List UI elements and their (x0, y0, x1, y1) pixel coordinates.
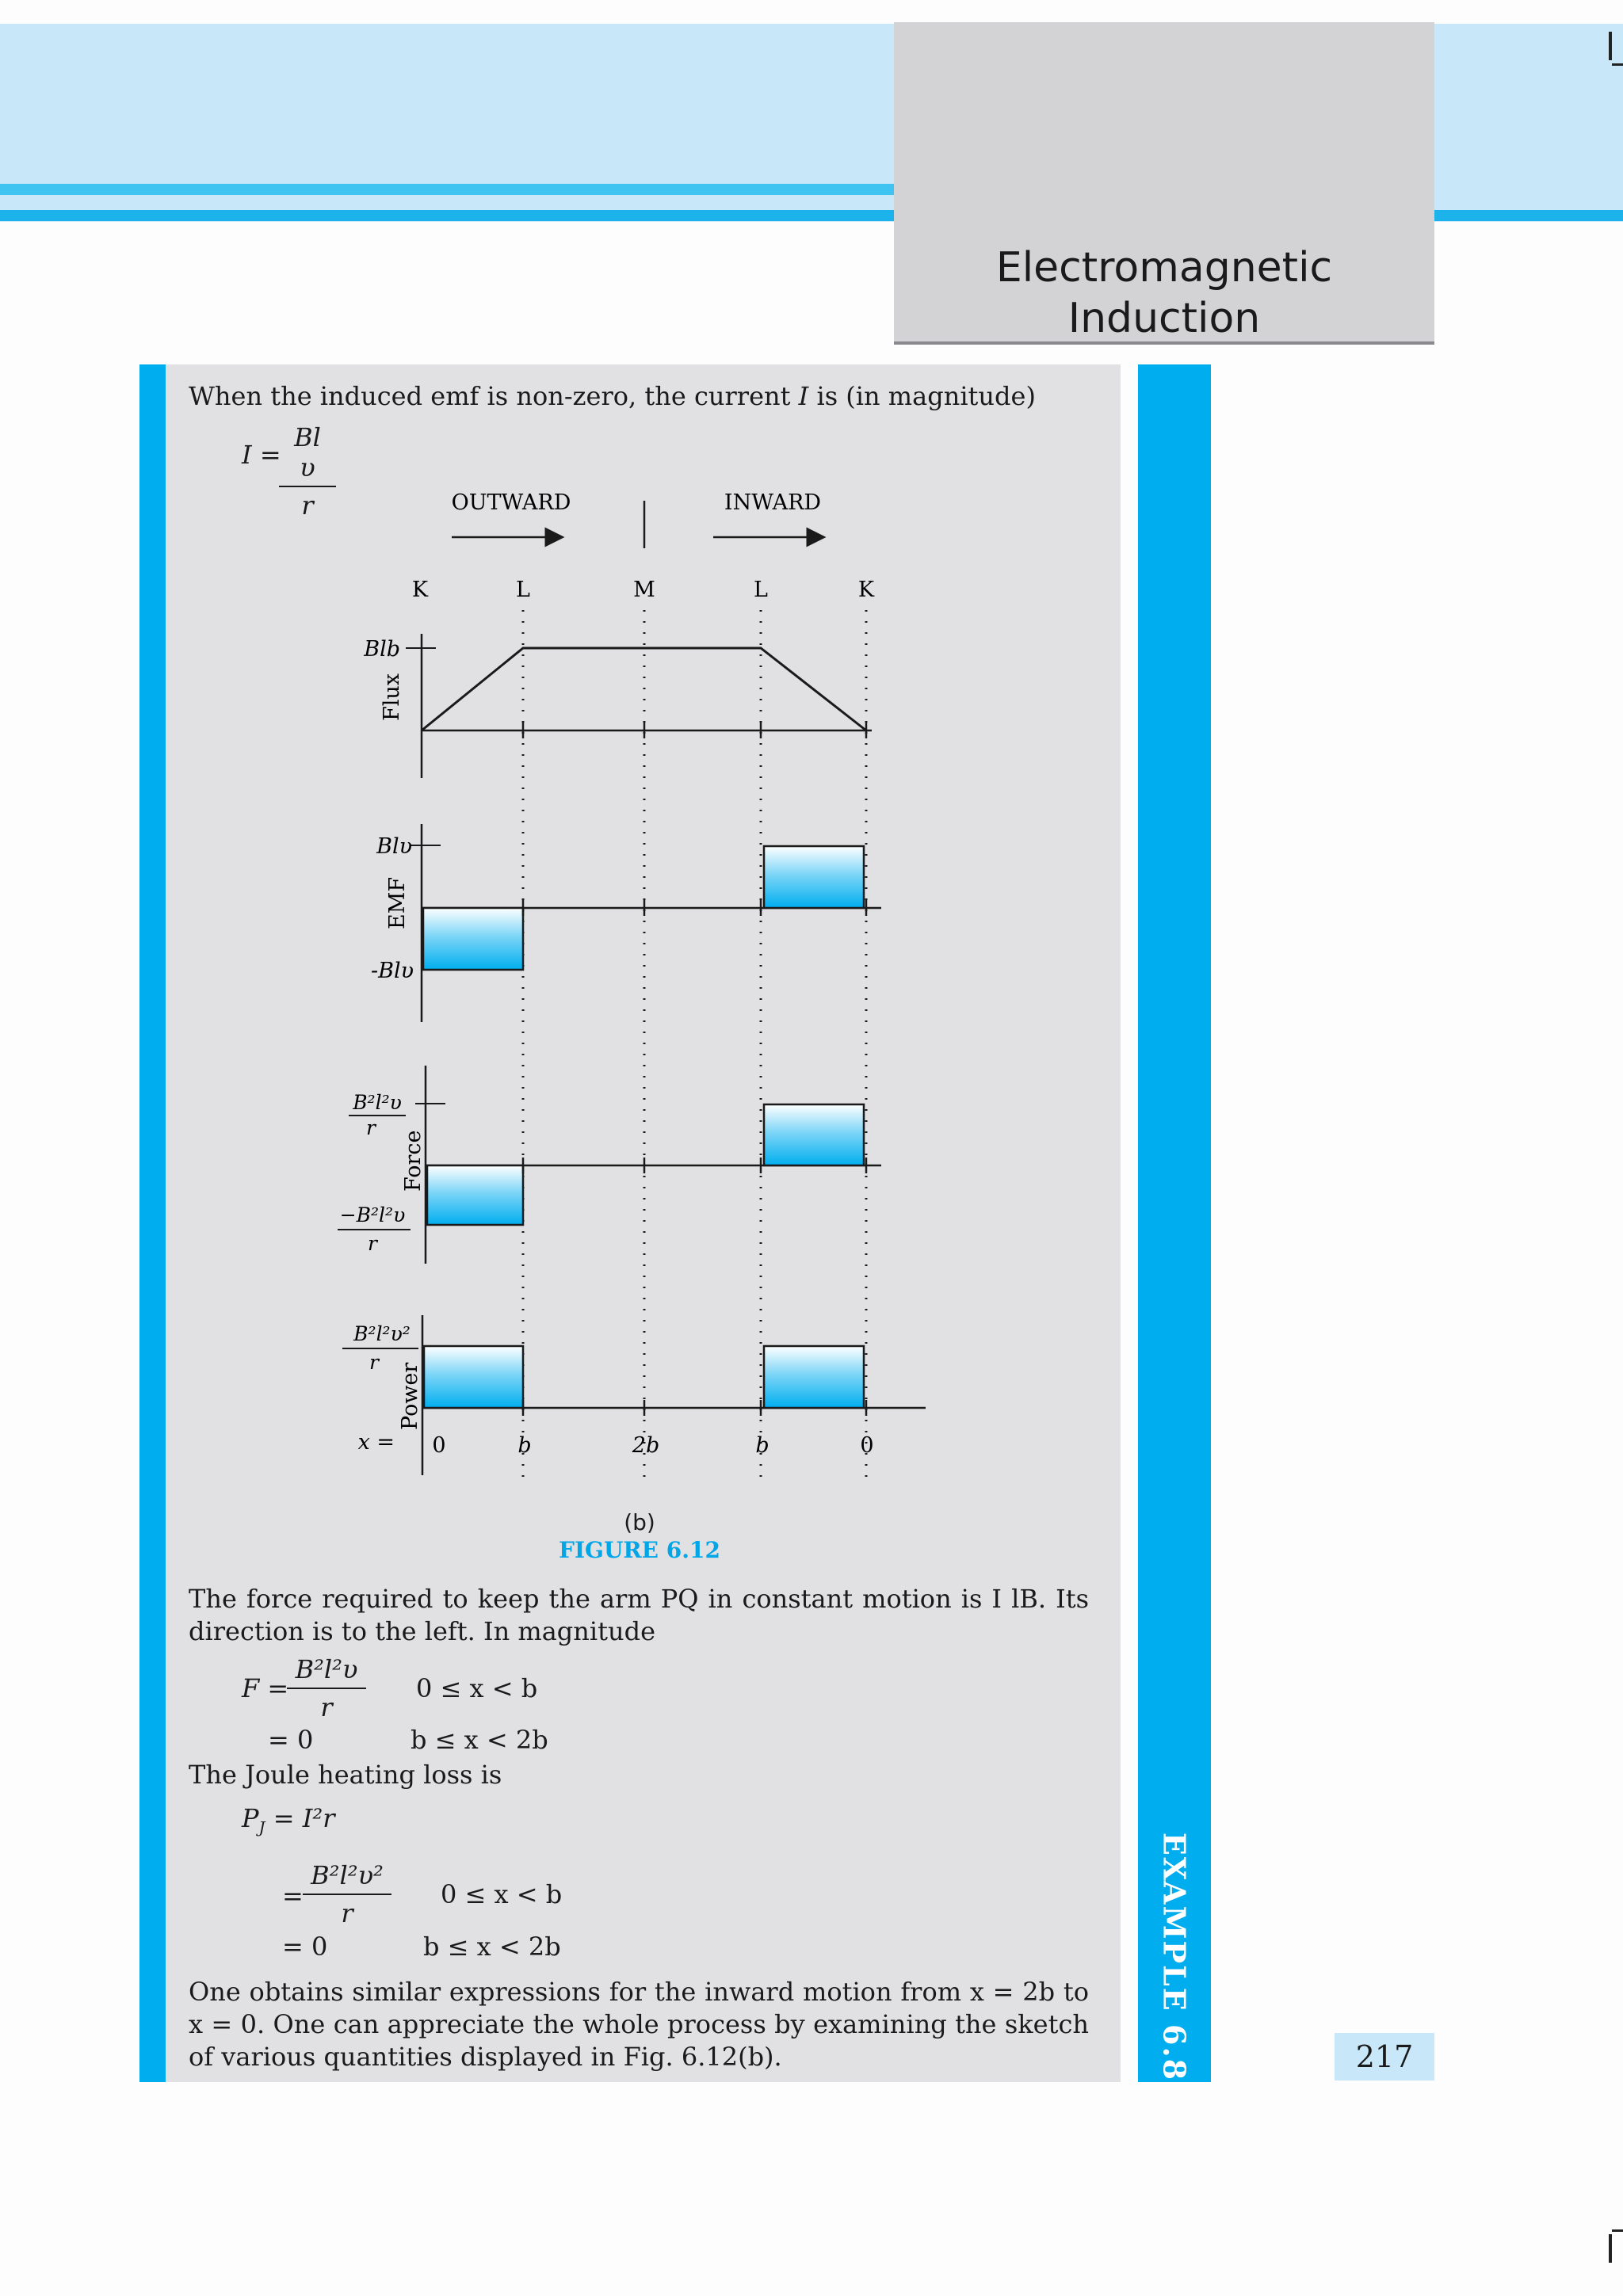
crop-mark-bottom-tick (1612, 2229, 1623, 2232)
joule-eq-pj: $P_J = I^2r$ (242, 1803, 335, 1837)
x-label-0-right: 0 (860, 1433, 874, 1458)
current-eq-num: Bl υ (279, 422, 336, 487)
current-eq-lhs: I = (242, 440, 281, 470)
page-number: 217 (1335, 2033, 1434, 2081)
flux-plot (363, 634, 872, 778)
joule-intro: The Joule heating loss is (189, 1760, 502, 1790)
force-eq-cond2: b ≤ x < 2b (411, 1725, 548, 1755)
example-panel-left-bar (139, 364, 166, 2082)
pos-label-k-left: K (411, 578, 429, 602)
power-bar-outward (424, 1346, 523, 1408)
power-tick-top-den: r (369, 1351, 379, 1374)
example-label: EXAMPLE 6.8 (1156, 1832, 1193, 2082)
joule-eq-fraction (303, 1860, 391, 1928)
emf-tick-top-label: Blυ (376, 834, 412, 859)
force-tick-bottom-num: −B²l²υ (339, 1203, 406, 1226)
pos-label-l-left: L (516, 578, 530, 602)
header-stripe-upper (0, 184, 896, 195)
figure-sub-label: (b) (624, 1509, 655, 1535)
flux-axis-label: Flux (380, 673, 404, 721)
flux-tick-label: Blb (364, 637, 400, 662)
force-tick-bottom-den: r (368, 1232, 377, 1255)
figure-6-12-diagram (317, 475, 951, 1569)
current-eq-den: r (301, 490, 314, 521)
force-eq-num: B²l²υ (287, 1654, 366, 1689)
current-var: I (798, 381, 809, 411)
force-eq-den: r (320, 1692, 333, 1722)
x-label-b-right: b (755, 1433, 769, 1458)
outward-label: OUTWARD (451, 490, 571, 515)
emf-plot (371, 824, 881, 1022)
joule-eq-sign: = (282, 1881, 304, 1911)
force-bar-inward (764, 1104, 864, 1165)
emf-axis-label: EMF (385, 876, 410, 929)
force-bar-outward (427, 1165, 523, 1225)
joule-eq-den: r (341, 1898, 353, 1928)
joule-eq-zero: = 0 (282, 1932, 328, 1962)
joule-eq-cond1: 0 ≤ x < b (441, 1879, 563, 1909)
force-tick-top-num: B²l²υ (353, 1091, 402, 1114)
force-axis-label: Force (401, 1130, 426, 1192)
example-side-bar (1138, 364, 1211, 2082)
power-bar-inward (764, 1346, 864, 1408)
pos-label-m: M (633, 578, 655, 602)
crop-mark-top (1609, 32, 1612, 60)
emf-tick-bottom-label: -Blυ (370, 959, 414, 983)
x-label-0-left: 0 (432, 1433, 446, 1458)
force-paragraph: The force required to keep the arm PQ in constant motion is I lB. Its direction is to the left. In magnitude (189, 1584, 1089, 1646)
x-label-b-left: b (517, 1433, 532, 1458)
chapter-title (894, 242, 1434, 344)
closing-paragraph: One obtains similar expressions for the inward motion from x = 2b to x = 0. One can appreciate the whole process by examining the sketch of various quantities displayed in Fig. 6.12(b). (189, 1977, 1089, 2072)
power-axis-label: Power (398, 1362, 422, 1430)
force-eq-lhs: F = (242, 1673, 289, 1703)
force-plot (338, 1066, 881, 1264)
chapter-title-box (894, 22, 1434, 345)
power-tick-top-num: B²l²υ² (353, 1322, 411, 1345)
pos-label-k-right: K (857, 578, 875, 602)
force-tick-top-den: r (366, 1116, 376, 1139)
chapter-title-line1: Electromagnetic (995, 244, 1333, 292)
force-eq-cond1: 0 ≤ x < b (416, 1673, 538, 1703)
chapter-title-line2: Induction (1067, 295, 1261, 342)
force-eq-zero: = 0 (268, 1725, 314, 1755)
joule-eq-num: B²l²υ² (303, 1860, 391, 1895)
intro-sentence: When the induced emf is non-zero, the current I is (in magnitude) (189, 381, 1036, 411)
joule-eq-cond2: b ≤ x < 2b (423, 1932, 561, 1962)
x-prefix-label: x = (357, 1430, 395, 1455)
power-plot (342, 1315, 926, 1475)
figure-caption: FIGURE 6.12 (559, 1537, 720, 1563)
emf-bar-outward (423, 908, 523, 970)
crop-mark-top-tick (1612, 63, 1623, 66)
inward-label: INWARD (724, 490, 822, 515)
force-eq-fraction (287, 1654, 366, 1722)
pos-label-l-right: L (754, 578, 768, 602)
emf-bar-inward (764, 846, 864, 908)
crop-mark-bottom (1609, 2234, 1612, 2263)
x-label-2b: 2b (632, 1433, 660, 1458)
